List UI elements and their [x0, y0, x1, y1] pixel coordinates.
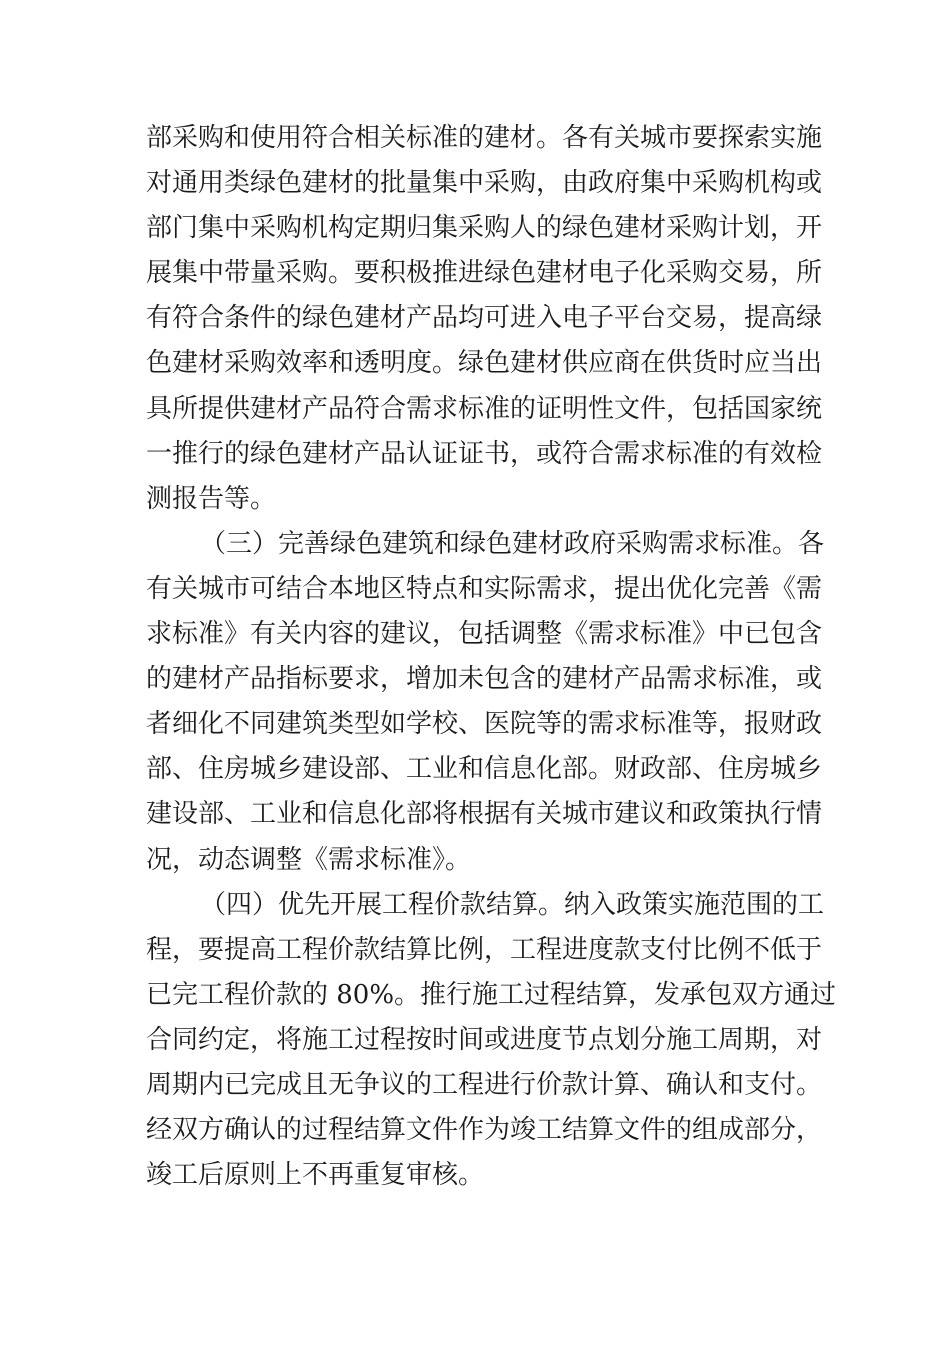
text-line: 周期内已完成且无争议的工程进行价款计算、确认和支付。	[146, 1069, 823, 1100]
text-line: （四）优先开展工程价款结算。纳入政策实施范围的工	[200, 889, 825, 920]
text-line: 部采购和使用符合相关标准的建材。各有关城市要探索实施	[146, 123, 823, 153]
text-line: 求标准》有关内容的建议，包括调整《需求标准》中已包含	[146, 619, 823, 650]
text-line: 的建材产品指标要求，增加未包含的建材产品需求标准，或	[146, 664, 823, 695]
text-line: 具所提供建材产品符合需求标准的证明性文件，包括国家统	[146, 393, 823, 424]
text-line: 测报告等。	[146, 483, 277, 514]
text-line: 程，要提高工程价款结算比例，工程进度款支付比例不低于	[146, 934, 823, 965]
text-line: 合同约定，将施工过程按时间或进度节点划分施工周期，对	[146, 1024, 823, 1055]
text-line: 已完工程价款的 80%。推行施工过程结算，发承包双方通过	[146, 979, 837, 1010]
text-line: 对通用类绿色建材的批量集中采购，由政府集中采购机构或	[146, 168, 823, 199]
text-line: 展集中带量采购。要积极推进绿色建材电子化采购交易，所	[146, 258, 823, 289]
text-line: 况，动态调整《需求标准》。	[146, 844, 472, 875]
document-body-text	[146, 116, 837, 1198]
text-line: 有符合条件的绿色建材产品均可进入电子平台交易，提高绿	[146, 303, 823, 334]
text-line: 一推行的绿色建材产品认证证书，或符合需求标准的有效检	[146, 438, 823, 469]
text-line: 经双方确认的过程结算文件作为竣工结算文件的组成部分，	[146, 1115, 823, 1146]
text-line: 色建材采购效率和透明度。绿色建材供应商在供货时应当出	[146, 348, 823, 379]
text-line: 部、住房城乡建设部、工业和信息化部。财政部、住房城乡	[146, 754, 823, 785]
text-line: （三）完善绿色建筑和绿色建材政府采购需求标准。各	[200, 528, 825, 559]
text-line: 者细化不同建筑类型如学校、医院等的需求标准等，报财政	[146, 709, 823, 740]
text-line: 有关城市可结合本地区特点和实际需求，提出优化完善《需	[146, 573, 823, 604]
text-line: 竣工后原则上不再重复审核。	[146, 1160, 485, 1191]
text-line: 部门集中采购机构定期归集采购人的绿色建材采购计划，开	[146, 213, 823, 244]
text-line: 建设部、工业和信息化部将根据有关城市建议和政策执行情	[146, 799, 823, 830]
